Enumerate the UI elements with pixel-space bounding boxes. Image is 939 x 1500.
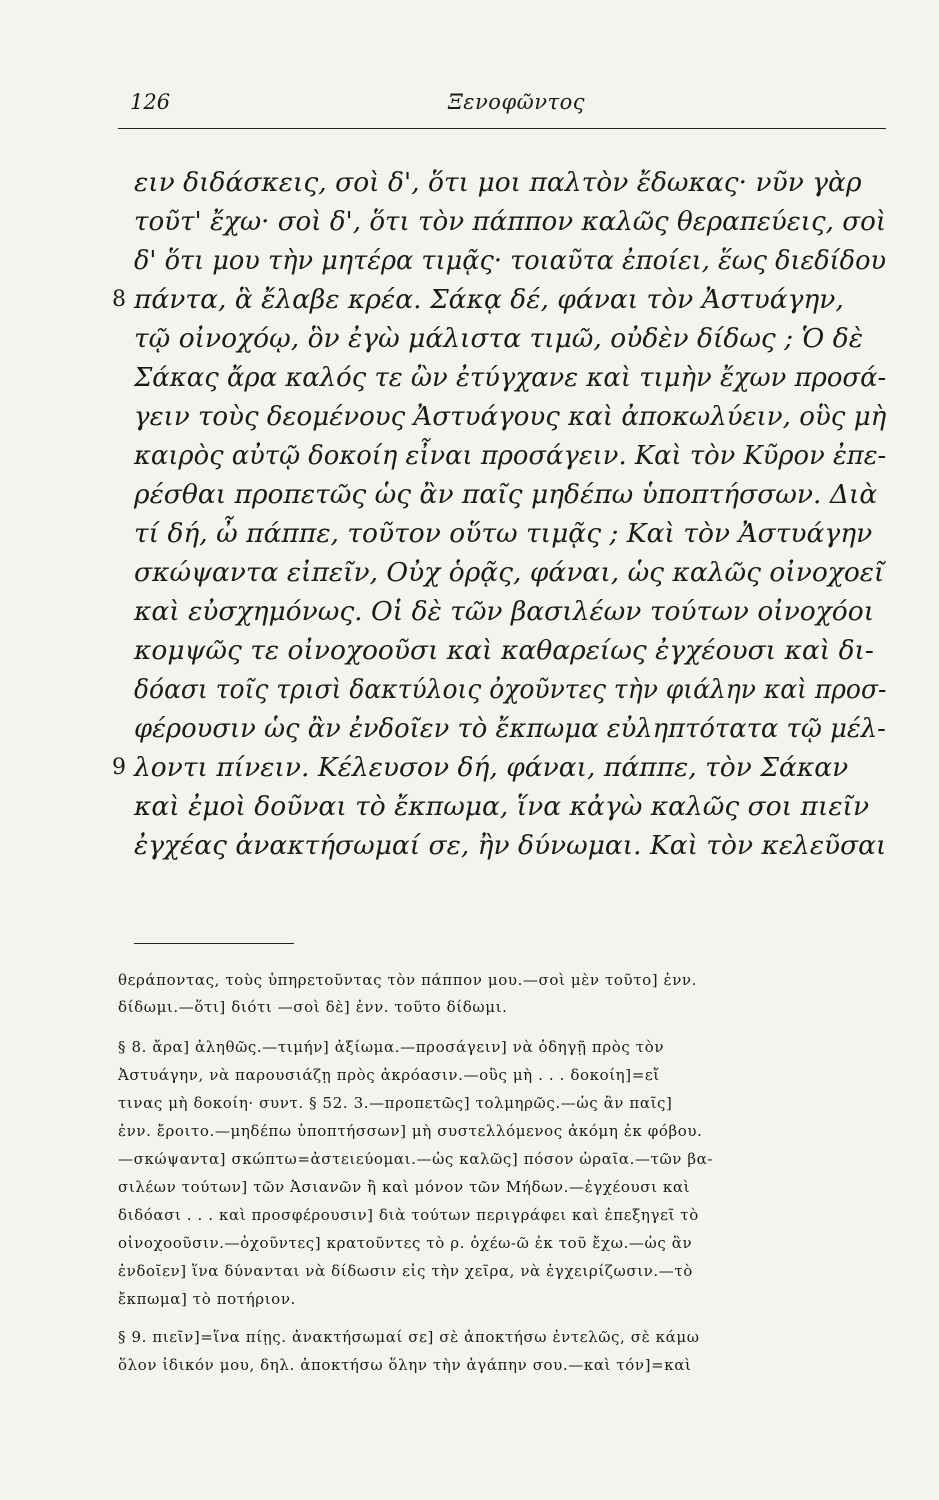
section-number: 8 [112,287,126,312]
text-line: πάντα, ἃ ἔλαβε κρέα. Σάκᾳ δέ, φάναι τὸν Ἀστυάγην, [134,284,844,315]
text-line: Σάκας ἄρα καλός τε ὢν ἐτύγχανε καὶ τιμὴν ἔχων προσά- [134,362,887,393]
footnote-line: σιλέων τούτων] τῶν Ἀσιανῶν ἢ καὶ μόνον τῶν Μήδων.—ἐγχέουσι καὶ [118,1178,691,1196]
footnote-line: δίδωμι.—ὅτι] διότι —σοὶ δὲ] ἐνν. τοῦτο δίδωμι. [118,998,508,1016]
text-line: λοντι πίνειν. Κέλευσον δή, φάναι, πάππε, τὸν Σάκαν [134,752,849,783]
footnote-line: θεράποντας, τοὺς ὑπηρετοῦντας τὸν πάππον μου.—σοὶ μὲν τοῦτο] ἐνν. [118,971,698,989]
footnote-rule [134,943,294,944]
footnote-line: § 9. πιεῖν]=ἵνα πίῃς. ἀνακτήσωμαί σε] σὲ ἀποκτήσω ἐντελῶς, σὲ κάμω [118,1328,700,1346]
footnote-line: τινας μὴ δοκοίη· συντ. § 52. 3.—προπετῶς] τολμηρῶς.—ὡς ἂν παῖς] [118,1094,673,1112]
text-line: γειν τοὺς δεομένους Ἀστυάγους καὶ ἀποκωλύειν, οὓς μὴ [134,401,887,432]
text-line: καὶ ἐμοὶ δοῦναι τὸ ἔκπωμα, ἵνα κἀγὼ καλῶς σοι πιεῖν [134,791,870,822]
text-line: ειν διδάσκεις, σοὶ δ', ὅτι μοι παλτὸν ἔδωκας· νῦν γὰρ [134,167,862,198]
footnote-line: ἐνν. ἔροιτο.—μηδέπω ὑποπτήσσων] μὴ συστελλόμενος ἀκόμη ἐκ φόβου. [118,1122,703,1140]
footnote-line: ὅλον ἰδικόν μου, δηλ. ἀποκτήσω ὅλην τὴν ἀγάπην σου.—καὶ τόν]=καὶ [118,1356,692,1374]
footnote-line: § 8. ἄρα] ἀληθῶς.—τιμήν] ἀξίωμα.—προσάγειν] νὰ ὁδηγῇ πρὸς τὸν [118,1038,665,1056]
text-line: δ' ὅτι μου τὴν μητέρα τιμᾷς· τοιαῦτα ἐποίει, ἕως διεδίδου [134,245,887,276]
text-line: τί δή, ὦ πάππε, τοῦτον οὕτω τιμᾷς ; Καὶ τὸν Ἀστυάγην [134,518,873,549]
footnote-line: Ἀστυάγην, νὰ παρουσιάζῃ πρὸς ἀκρόασιν.—οὓς μὴ . . . δοκοίη]=εἴ [118,1066,660,1084]
text-line: δόασι τοῖς τρισὶ δακτύλοις ὀχοῦντες τὴν φιάλην καὶ προσ- [134,674,887,705]
text-line: τῷ οἰνοχόῳ, ὃν ἐγὼ μάλιστα τιμῶ, οὐδὲν δίδως ; Ὁ δὲ [134,323,863,354]
text-line: κομψῶς τε οἰνοχοοῦσι καὶ καθαρείως ἐγχέουσι καὶ δι- [134,635,874,666]
footnote-line: ἔκπωμα] τὸ ποτήριον. [118,1290,296,1308]
text-line: ρέσθαι προπετῶς ὡς ἂν παῖς μηδέπω ὑποπτήσσων. Διὰ [134,479,878,510]
text-line: φέρουσιν ὡς ἂν ἐνδοῖεν τὸ ἔκπωμα εὐληπτότατα τῷ μέλ- [134,713,886,744]
footnote-line: διδόασι . . . καὶ προσφέρουσιν] διὰ τούτων περιγράφει καὶ ἐπεξηγεῖ τὸ [118,1206,699,1224]
header-rule [118,128,886,129]
text-line: καιρὸς αὐτῷ δοκοίη εἶναι προσάγειν. Καὶ τὸν Κῦρον ἐπε- [134,440,887,471]
page-header [118,88,886,128]
text-line: τοῦτ' ἔχω· σοὶ δ', ὅτι τὸν πάππον καλῶς θεραπεύεις, σοὶ [134,206,887,237]
page-number: 126 [130,90,171,114]
section-number: 9 [112,755,126,780]
text-line: ἐγχέας ἀνακτήσωμαί σε, ἢν δύνωμαι. Καὶ τὸν κελεῦσαι [134,830,887,861]
footnote-line: —σκώψαντα] σκώπτω=ἀστειεύομαι.—ὡς καλῶς] πόσον ὡραῖα.—τῶν βα- [118,1150,714,1168]
footnote-line: ἐνδοῖεν] ἵνα δύνανται νὰ δίδωσιν εἰς τὴν χεῖρα, νὰ ἐγχειρίζωσιν.—τὸ [118,1262,693,1280]
footnote-line: οἰνοχοοῦσιν.—ὀχοῦντες] κρατοῦντες τὸ ρ. ὀχέω-ῶ ἐκ τοῦ ἔχω.—ὡς ἂν [118,1234,693,1252]
running-title: Ξενοφῶντος [448,90,586,114]
text-line: σκώψαντα εἰπεῖν, Οὐχ ὁρᾷς, φάναι, ὡς καλῶς οἰνοχοεῖ [134,557,885,588]
text-line: καὶ εὐσχημόνως. Οἱ δὲ τῶν βασιλέων τούτων οἰνοχόοι [134,596,875,627]
